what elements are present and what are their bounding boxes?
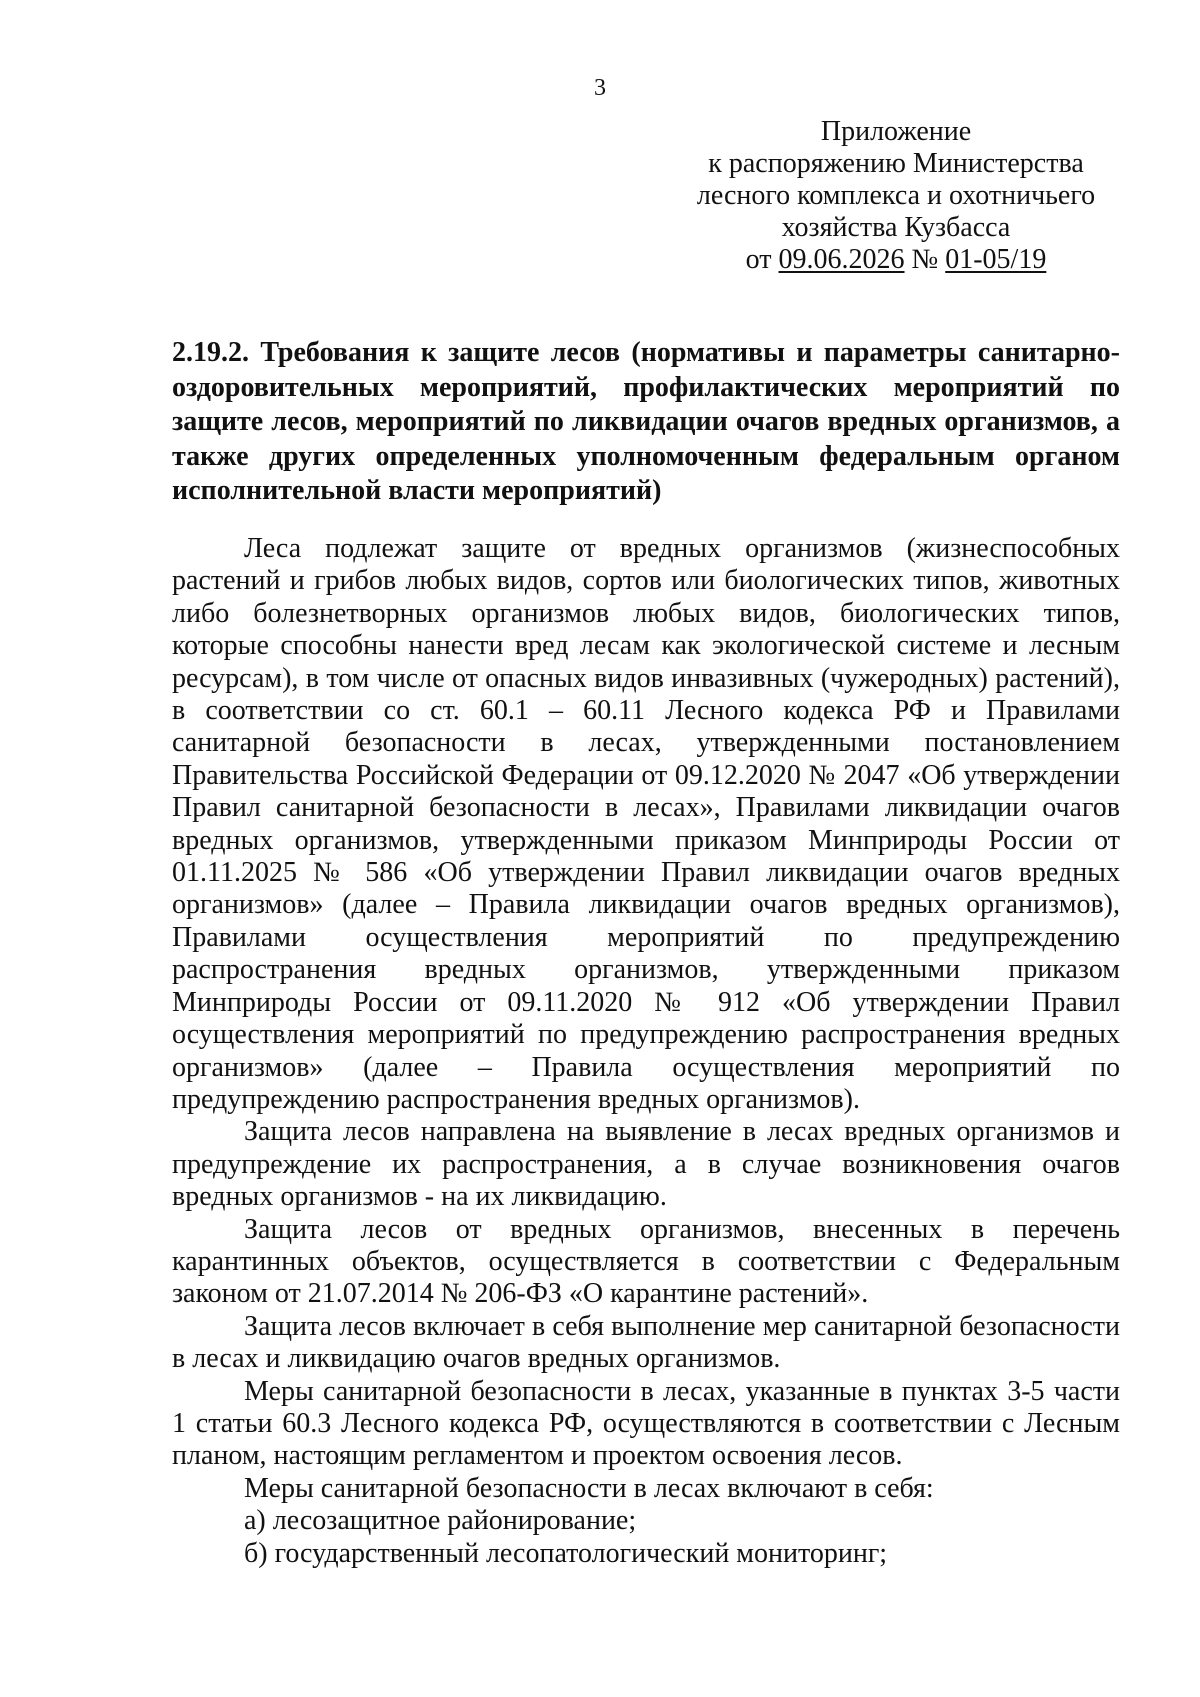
paragraph-protection-scope: Защита лесов включает в себя выполнение мер санитарной безопасности в лесах и ликвидацию очагов вредных организмов. [172,1310,1120,1375]
appendix-title: Приложение [820,116,972,147]
paragraph-quarantine: Защита лесов от вредных организмов, внесенных в перечень карантинных объектов, осуществляется в соответствии с Федеральным законом от 21.07.2014 № 206-ФЗ «О карантине растений». [172,1213,1120,1310]
page-number: 3 [594,75,606,101]
appendix-line-region: хозяйства Кузбасса [781,212,1011,243]
section-heading: 2.19.2. Требования к защите лесов (нормативы и параметры санитарно-оздоровительных мероприятий, профилактических мероприятий по защите лесов, мероприятий по ликвидации очагов вредных организмов, а также других определенных уполномоченным федеральным органом исполнительной власти мероприятий) [172,337,1120,506]
list-item-monitoring: б) государственный лесопатологический мониторинг; [244,1537,888,1569]
list-item-zoning: а) лесозащитное районирование; [244,1505,637,1537]
appendix-line-order: к распоряжению Министерства [708,148,1084,179]
paragraph-sanitary-measures-basis: Меры санитарной безопасности в лесах, указанные в пунктах 3-5 части 1 статьи 60.3 Лесного кодекса РФ, осуществляются в соответствии с Лесным планом, настоящим регламентом и проектом освоения лесов. [172,1375,1120,1472]
section-body [172,533,1120,1570]
appendix-header [676,116,1116,276]
paragraph-sanitary-measures-list-intro: Меры санитарной безопасности в лесах включают в себя: [244,1472,934,1504]
appendix-line-ministry: лесного комплекса и охотничьего [696,180,1096,211]
paragraph-protection-purpose: Защита лесов направлена на выявление в лесах вредных организмов и предупреждение их распространения, а в случае возникновения очагов вредных организмов - на их ликвидацию. [172,1116,1120,1213]
order-number: 01-05/19 [945,244,1047,275]
appendix-date-number [676,244,1116,276]
paragraph-forest-protection-basis: Леса подлежат защите от вредных организмов (жизнеспособных растений и грибов любых видов, сортов или биологических типов, животных либо болезнетворных организмов любых видов, биологических типов, которые способны нанести вред лесам как экологической системе и лесным ресурсам), в том числе от опасных видов инвазивных (чужеродных) растений), в соответствии со ст. 60.1 – 60.11 Лесного кодекса РФ и Правилами санитарной безопасности в лесах, утвержденными постановлением Правительства Российской Федерации от 09.12.2020 № 2047 «Об утверждении Правил санитарной безопасности в лесах», Правилами ликвидации очагов вредных организмов, утвержденными приказом Минприроды России от 01.11.2025 № 586 «Об утверждении Правил ликвидации очагов вредных организмов» (далее – Правила ликвидации очагов вредных организмов), Правилами осуществления мероприятий по предупреждению распространения вредных организмов, утвержденными приказом Минприроды России от 09.11.2020 № 912 «Об утверждении Правил осуществления мероприятий по предупреждению распространения вредных организмов» (далее – Правила осуществления мероприятий по предупреждению распространения вредных организмов). [172,533,1120,1115]
order-date: 09.06.2026 [778,244,905,275]
date-prefix: от [745,244,772,275]
number-sign: № [911,244,939,275]
